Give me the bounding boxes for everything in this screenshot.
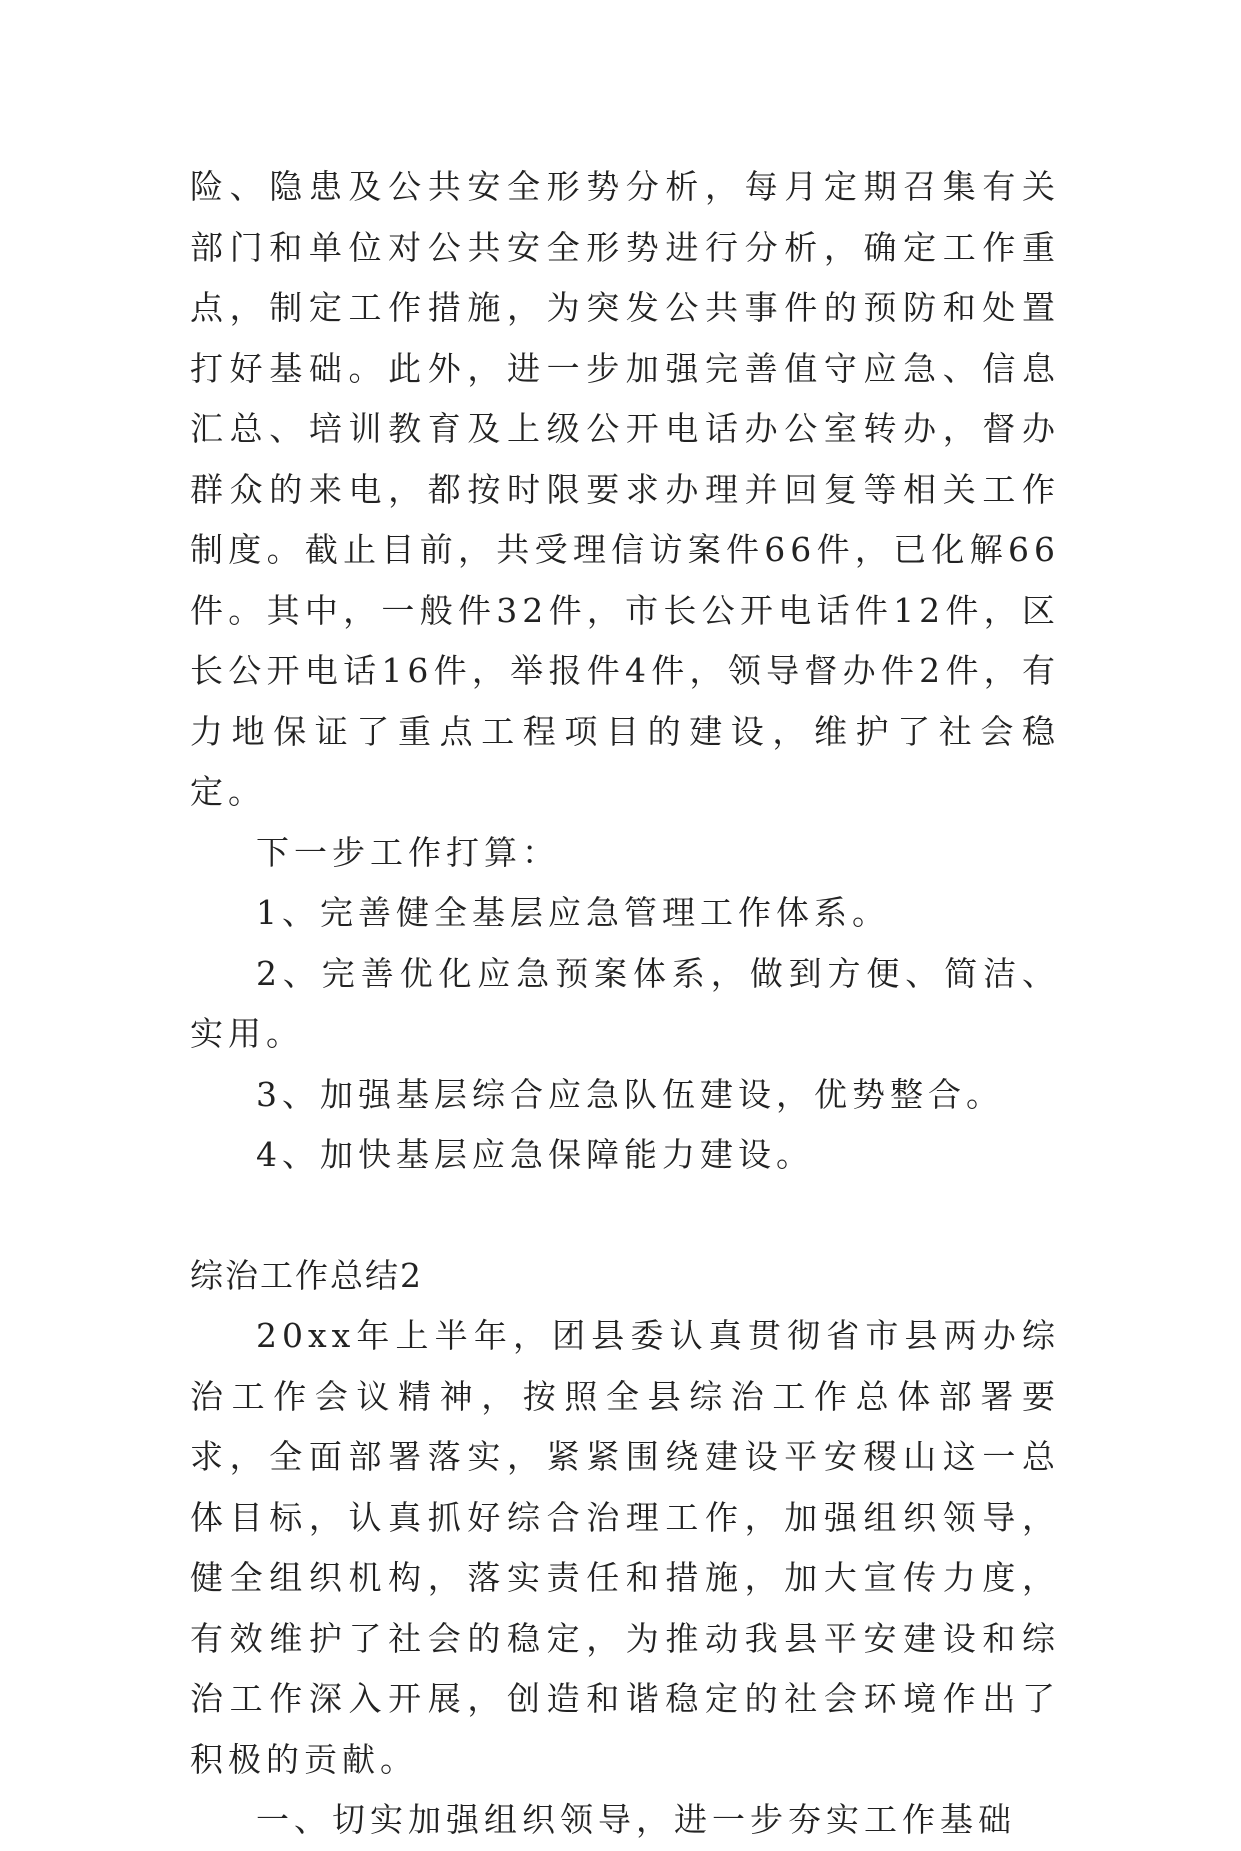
paragraph-public-safety-analysis: 险、隐患及公共安全形势分析，每月定期召集有关部门和单位对公共安全形势进行分析，确定工作重点，制定工作措施，为突发公共事件的预防和处置打好基础。此外，进一步加强完善值守应急、信息汇总、培训教育及上级公开电话办公室转办，督办群众的来电，都按时限要求办理并回复等相关工作制度。截止目前，共受理信访案件66件，已化解66件。其中，一般件32件，市长公开电话件12件，区长公开电话16件，举报件4件，领导督办件2件，有力地保证了重点工程项目的建设，维护了社会稳定。 bbox=[190, 167, 1060, 811]
paragraph-section-one-heading: 一、切实加强组织领导，进一步夯实工作基础 bbox=[256, 1800, 1016, 1839]
list-item-2: 2、完善优化应急预案体系，做到方便、简洁、实用。 bbox=[190, 953, 1060, 1053]
paragraph-next-steps-heading: 下一步工作打算： bbox=[256, 832, 560, 872]
paragraph-summary-intro: 20xx年上半年，团县委认真贯彻省市县两办综治工作会议精神，按照全县综治工作总体部署要求，全面部署落实，紧紧围绕建设平安稷山这一总体目标，认真抓好综合治理工作，加强组织领导，健全组织机构，落实责任和措施，加大宣传力度，有效维护了社会的稳定，为推动我县平安建设和综治工作深入开展，创造和谐稳定的社会环境作出了积极的贡献。 bbox=[190, 1316, 1060, 1779]
list-item-3: 3、加强基层综合应急队伍建设，优势整合。 bbox=[256, 1074, 1004, 1114]
list-item-1: 1、完善健全基层应急管理工作体系。 bbox=[256, 893, 890, 932]
section-spacer bbox=[190, 1186, 1060, 1246]
document-body bbox=[190, 157, 1060, 1851]
list-item-4: 4、加快基层应急保障能力建设。 bbox=[256, 1135, 814, 1174]
section-title: 综治工作总结2 bbox=[190, 1255, 423, 1295]
